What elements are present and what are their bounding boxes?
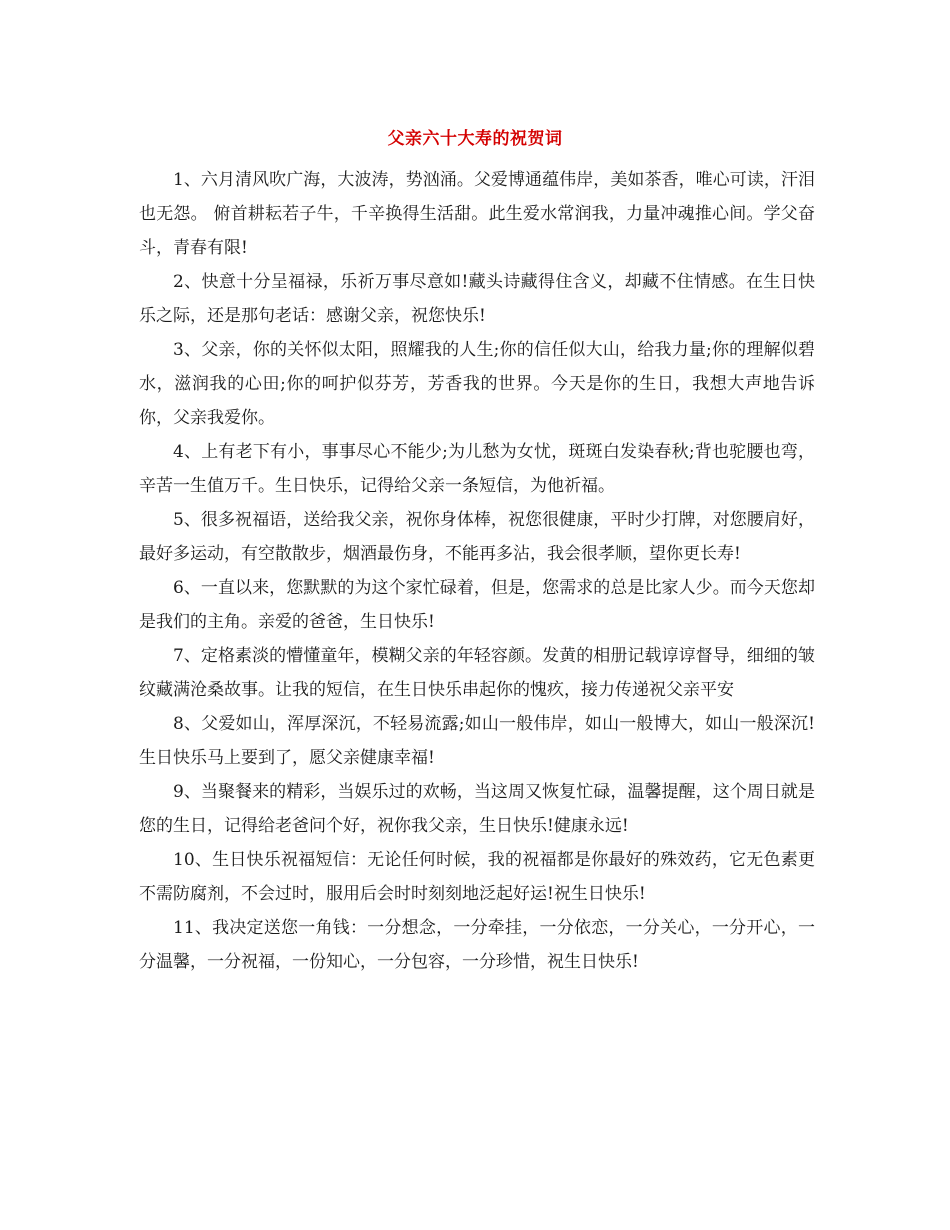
paragraph-4: 4、上有老下有小，事事尽心不能少;为儿愁为女忧，斑斑白发染春秋;背也驼腰也弯，辛苦一生值万千。生日快乐，记得给父亲一条短信，为他祈福。 <box>139 442 815 496</box>
paragraph-6: 6、一直以来，您默默的为这个家忙碌着，但是，您需求的总是比家人少。而今天您却是我们的主角。亲爱的爸爸，生日快乐! <box>139 578 815 632</box>
paragraph-1: 1、六月清风吹广海，大波涛，势汹涌。父爱博通蕴伟岸，美如茶香，唯心可读，汗泪也无怨。 俯首耕耘若子牛，千辛换得生活甜。此生爱水常润我，力量冲魂推心间。学父奋斗，青春有限! <box>139 170 815 258</box>
paragraph-3: 3、父亲，你的关怀似太阳，照耀我的人生;你的信任似大山，给我力量;你的理解似碧水，滋润我的心田;你的呵护似芬芳，芳香我的世界。今天是你的生日，我想大声地告诉你，父亲我爱你。 <box>139 340 815 428</box>
paragraph-8: 8、父爱如山，浑厚深沉，不轻易流露;如山一般伟岸，如山一般博大，如山一般深沉!生日快乐马上要到了，愿父亲健康幸福! <box>139 714 815 768</box>
paragraph-7: 7、定格素淡的懵懂童年，模糊父亲的年轻容颜。发黄的相册记载谆谆督导，细细的皱纹藏满沧桑故事。让我的短信，在生日快乐串起你的愧疚，接力传递祝父亲平安 <box>139 646 815 700</box>
paragraph-9: 9、当聚餐来的精彩，当娱乐过的欢畅，当这周又恢复忙碌，温馨提醒，这个周日就是您的生日，记得给老爸问个好，祝你我父亲，生日快乐!健康永远! <box>139 782 815 836</box>
paragraph-11: 11、我决定送您一角钱：一分想念，一分牵挂，一分依恋，一分关心，一分开心，一分温馨，一分祝福，一份知心，一分包容，一分珍惜，祝生日快乐! <box>139 918 815 972</box>
paragraph-2: 2、快意十分呈福禄，乐祈万事尽意如!藏头诗藏得住含义，却藏不住情感。在生日快乐之际，还是那句老话：感谢父亲，祝您快乐! <box>139 272 815 326</box>
page-title: 父亲六十大寿的祝贺词 <box>387 129 563 149</box>
document-body <box>139 163 815 979</box>
paragraph-5: 5、很多祝福语，送给我父亲，祝你身体棒，祝您很健康，平时少打牌，对您腰肩好，最好多运动，有空散散步，烟酒最伤身，不能再多沾，我会很孝顺，望你更长寿! <box>139 510 815 564</box>
paragraph-10: 10、生日快乐祝福短信：无论任何时候，我的祝福都是你最好的殊效药，它无色素更不需防腐剂，不会过时，服用后会时时刻刻地泛起好运!祝生日快乐! <box>139 850 815 904</box>
